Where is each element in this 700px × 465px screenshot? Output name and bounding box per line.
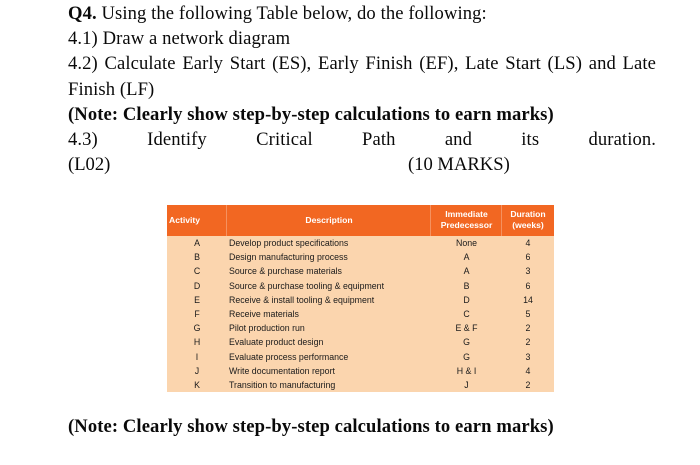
- cell-predecessor: G: [431, 350, 502, 364]
- table-row: [167, 264, 554, 278]
- cell-activity: F: [167, 307, 227, 321]
- column-header-duration-label-2: (weeks): [512, 220, 544, 230]
- activity-table-body: [167, 236, 554, 392]
- marks-label: (10 MARKS): [408, 154, 510, 176]
- marks-line: [68, 152, 656, 177]
- cell-predecessor: E & F: [431, 321, 502, 335]
- cell-description: Source & purchase tooling & equipment: [227, 279, 431, 293]
- table-row: [167, 364, 554, 378]
- question-number: Q4.: [68, 3, 97, 24]
- activity-table-wrapper: [167, 205, 546, 392]
- cell-description: Receive & install tooling & equipment: [227, 293, 431, 307]
- cell-predecessor: D: [431, 293, 502, 307]
- column-header-activity-label: Activity: [169, 214, 201, 225]
- column-header-description-label: Description: [305, 214, 353, 225]
- column-header-predecessor: [431, 205, 502, 236]
- question-4-3: 4.3) Identify Critical Path and its duration.: [68, 129, 656, 151]
- cell-duration: 2: [502, 321, 554, 335]
- cell-duration: 3: [502, 350, 554, 364]
- cell-description: Write documentation report: [227, 364, 431, 378]
- cell-activity: J: [167, 364, 227, 378]
- cell-description: Evaluate process performance: [227, 350, 431, 364]
- column-header-predecessor-label-2: Predecessor: [440, 220, 493, 230]
- column-header-description: [227, 205, 431, 236]
- activity-table-head: [167, 205, 554, 236]
- table-row: [167, 378, 554, 392]
- cell-activity: I: [167, 350, 227, 364]
- note-bottom: (Note: Clearly show step-by-step calculations to earn marks): [68, 416, 554, 437]
- cell-duration: 5: [502, 307, 554, 321]
- question-4-2: 4.2) Calculate Early Start (ES), Early Finish (EF), Late Start (LS) and Late Finish (LF): [68, 53, 656, 100]
- table-row: [167, 250, 554, 264]
- cell-predecessor: J: [431, 378, 502, 392]
- cell-description: Transition to manufacturing: [227, 378, 431, 392]
- table-header-row: [167, 205, 554, 236]
- activity-table: [167, 205, 554, 392]
- column-header-duration: [502, 205, 554, 236]
- cell-duration: 14: [502, 293, 554, 307]
- cell-predecessor: A: [431, 264, 502, 278]
- note-bottom-block: [68, 414, 656, 439]
- table-row: [167, 335, 554, 349]
- cell-activity: E: [167, 293, 227, 307]
- cell-activity: G: [167, 321, 227, 335]
- cell-activity: B: [167, 250, 227, 264]
- cell-description: Evaluate product design: [227, 335, 431, 349]
- cell-predecessor: A: [431, 250, 502, 264]
- question-intro-text: Using the following Table below, do the following:: [96, 3, 487, 24]
- cell-duration: 4: [502, 236, 554, 250]
- column-header-duration-label-1: Duration: [510, 209, 546, 219]
- question-4-1: 4.1) Draw a network diagram: [68, 28, 291, 50]
- cell-activity: A: [167, 236, 227, 250]
- cell-description: Design manufacturing process: [227, 250, 431, 264]
- cell-activity: C: [167, 264, 227, 278]
- question-intro-line: [68, 1, 656, 26]
- cell-description: Develop product specifications: [227, 236, 431, 250]
- cell-description: Source & purchase materials: [227, 264, 431, 278]
- cell-duration: 4: [502, 364, 554, 378]
- table-row: [167, 350, 554, 364]
- table-row: [167, 321, 554, 335]
- column-header-activity: [167, 205, 227, 236]
- cell-description: Receive materials: [227, 307, 431, 321]
- cell-duration: 3: [502, 264, 554, 278]
- cell-duration: 6: [502, 279, 554, 293]
- cell-predecessor: C: [431, 307, 502, 321]
- cell-duration: 2: [502, 335, 554, 349]
- table-row: [167, 279, 554, 293]
- cell-predecessor: B: [431, 279, 502, 293]
- table-row: [167, 236, 554, 250]
- column-header-predecessor-label-1: Immediate: [445, 209, 488, 219]
- cell-predecessor: G: [431, 335, 502, 349]
- cell-activity: H: [167, 335, 227, 349]
- cell-duration: 6: [502, 250, 554, 264]
- cell-activity: D: [167, 279, 227, 293]
- cell-predecessor: None: [431, 236, 502, 250]
- table-row: [167, 293, 554, 307]
- cell-activity: K: [167, 378, 227, 392]
- cell-duration: 2: [502, 378, 554, 392]
- learning-outcome-label: (L02): [68, 154, 111, 176]
- note-top: (Note: Clearly show step-by-step calculations to earn marks): [68, 103, 554, 125]
- cell-predecessor: H & I: [431, 364, 502, 378]
- cell-description: Pilot production run: [227, 321, 431, 335]
- question-text-block: [68, 1, 656, 177]
- table-row: [167, 307, 554, 321]
